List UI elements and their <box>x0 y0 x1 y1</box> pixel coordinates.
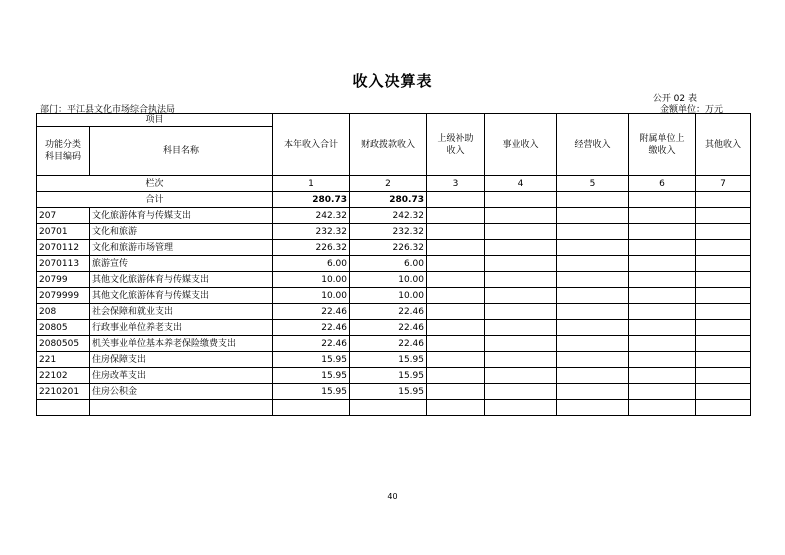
row-name: 旅游宣传 <box>90 256 273 272</box>
row-total: 232.32 <box>273 224 350 240</box>
row-name: 其他文化旅游体育与传媒支出 <box>90 272 273 288</box>
empty-cell <box>696 224 751 240</box>
row-total: 10.00 <box>273 288 350 304</box>
superior-subsidy-line2: 收入 <box>446 145 465 156</box>
empty-cell <box>696 256 751 272</box>
empty-cell <box>696 400 751 416</box>
empty-cell <box>629 320 696 336</box>
empty-cell <box>557 320 629 336</box>
empty-cell <box>427 256 485 272</box>
empty-cell <box>629 224 696 240</box>
empty-cell <box>485 368 557 384</box>
row-name: 其他文化旅游体育与传媒支出 <box>90 288 273 304</box>
row-name: 住房保障支出 <box>90 352 273 368</box>
row-total: 15.95 <box>273 368 350 384</box>
func-code-line1: 功能分类 <box>44 140 81 150</box>
table-row <box>37 304 751 320</box>
item-header: 项目 <box>37 114 273 127</box>
empty-cell <box>557 384 629 400</box>
empty-cell <box>427 336 485 352</box>
row-total: 22.46 <box>273 320 350 336</box>
subject-name-header: 科目名称 <box>90 127 273 176</box>
business-income-header: 事业收入 <box>485 114 557 176</box>
empty-cell <box>485 240 557 256</box>
func-code-header <box>37 127 90 176</box>
row-fiscal: 6.00 <box>350 256 427 272</box>
empty-cell <box>427 400 485 416</box>
unit-label: 金额单位：万元 <box>659 105 723 115</box>
table-number: 公开 02 表 <box>652 94 697 104</box>
empty-cell <box>427 288 485 304</box>
empty-cell <box>485 208 557 224</box>
empty-cell <box>696 288 751 304</box>
row-fiscal: 242.32 <box>350 208 427 224</box>
total-row-total: 280.73 <box>273 192 350 208</box>
empty-cell <box>629 336 696 352</box>
empty-cell <box>485 352 557 368</box>
row-name <box>90 400 273 416</box>
empty-cell <box>629 272 696 288</box>
empty-cell <box>557 240 629 256</box>
row-code: 2079999 <box>37 288 90 304</box>
row-fiscal: 10.00 <box>350 272 427 288</box>
empty-cell <box>485 400 557 416</box>
row-name: 住房改革支出 <box>90 368 273 384</box>
func-code-line2: 科目编码 <box>44 152 81 162</box>
table-row <box>37 224 751 240</box>
row-fiscal: 22.46 <box>350 304 427 320</box>
empty-cell <box>629 192 696 208</box>
row-name: 机关事业单位基本养老保险缴费支出 <box>90 336 273 352</box>
empty-cell <box>629 368 696 384</box>
empty-cell <box>427 320 485 336</box>
column-number: 3 <box>427 176 485 192</box>
table-row <box>37 400 751 416</box>
empty-cell <box>557 208 629 224</box>
empty-cell <box>557 368 629 384</box>
row-total <box>273 400 350 416</box>
empty-cell <box>485 384 557 400</box>
empty-cell <box>427 224 485 240</box>
table-row <box>37 288 751 304</box>
page-title: 收入决算表 <box>352 72 433 90</box>
empty-cell <box>427 192 485 208</box>
row-total: 226.32 <box>273 240 350 256</box>
operating-income-header: 经营收入 <box>557 114 629 176</box>
empty-cell <box>696 368 751 384</box>
empty-cell <box>557 256 629 272</box>
row-code: 208 <box>37 304 90 320</box>
empty-cell <box>696 240 751 256</box>
row-total: 15.95 <box>273 352 350 368</box>
empty-cell <box>696 272 751 288</box>
row-name: 行政事业单位养老支出 <box>90 320 273 336</box>
row-code: 221 <box>37 352 90 368</box>
row-fiscal: 22.46 <box>350 336 427 352</box>
empty-cell <box>427 240 485 256</box>
row-code: 2070113 <box>37 256 90 272</box>
empty-cell <box>696 304 751 320</box>
department-label: 部门：平江县文化市场综合执法局 <box>40 105 176 115</box>
column-index-label: 栏次 <box>37 176 273 192</box>
empty-cell <box>557 272 629 288</box>
table-row <box>37 208 751 224</box>
empty-cell <box>557 288 629 304</box>
total-row-fiscal: 280.73 <box>350 192 427 208</box>
empty-cell <box>696 208 751 224</box>
superior-subsidy-header <box>427 114 485 176</box>
empty-cell <box>427 384 485 400</box>
row-name: 文化和旅游 <box>90 224 273 240</box>
table-row <box>37 256 751 272</box>
empty-cell <box>427 368 485 384</box>
row-code: 20805 <box>37 320 90 336</box>
affiliated-income-line2: 缴收入 <box>648 145 676 156</box>
income-table <box>36 113 751 416</box>
row-fiscal: 15.95 <box>350 352 427 368</box>
empty-cell <box>557 224 629 240</box>
column-number: 1 <box>273 176 350 192</box>
table-row <box>37 368 751 384</box>
column-number: 6 <box>629 176 696 192</box>
empty-cell <box>629 240 696 256</box>
row-fiscal <box>350 400 427 416</box>
empty-cell <box>696 192 751 208</box>
empty-cell <box>696 384 751 400</box>
row-fiscal: 22.46 <box>350 320 427 336</box>
empty-cell <box>557 192 629 208</box>
table-row <box>37 240 751 256</box>
empty-cell <box>485 320 557 336</box>
empty-cell <box>629 208 696 224</box>
row-fiscal: 226.32 <box>350 240 427 256</box>
empty-cell <box>629 384 696 400</box>
total-row-label: 合计 <box>37 192 273 208</box>
row-total: 22.46 <box>273 304 350 320</box>
other-income-header: 其他收入 <box>696 114 751 176</box>
table-row <box>37 384 751 400</box>
empty-cell <box>427 272 485 288</box>
empty-cell <box>696 320 751 336</box>
empty-cell <box>629 352 696 368</box>
row-total: 15.95 <box>273 384 350 400</box>
empty-cell <box>557 352 629 368</box>
empty-cell <box>629 288 696 304</box>
affiliated-income-line1: 附属单位上 <box>639 133 685 144</box>
column-number: 4 <box>485 176 557 192</box>
total-income-header: 本年收入合计 <box>273 114 350 176</box>
empty-cell <box>485 304 557 320</box>
empty-cell <box>696 352 751 368</box>
row-fiscal: 15.95 <box>350 368 427 384</box>
empty-cell <box>485 224 557 240</box>
empty-cell <box>629 400 696 416</box>
row-code: 207 <box>37 208 90 224</box>
table-row <box>37 320 751 336</box>
row-fiscal: 15.95 <box>350 384 427 400</box>
fiscal-income-header: 财政拨款收入 <box>350 114 427 176</box>
row-code: 22102 <box>37 368 90 384</box>
empty-cell <box>696 336 751 352</box>
empty-cell <box>485 336 557 352</box>
empty-cell <box>427 208 485 224</box>
row-code: 2080505 <box>37 336 90 352</box>
row-code: 20701 <box>37 224 90 240</box>
empty-cell <box>557 400 629 416</box>
row-code <box>37 400 90 416</box>
row-name: 文化旅游体育与传媒支出 <box>90 208 273 224</box>
row-name: 住房公积金 <box>90 384 273 400</box>
empty-cell <box>557 336 629 352</box>
empty-cell <box>629 304 696 320</box>
row-code: 2210201 <box>37 384 90 400</box>
empty-cell <box>629 256 696 272</box>
row-fiscal: 10.00 <box>350 288 427 304</box>
row-code: 2070112 <box>37 240 90 256</box>
empty-cell <box>427 304 485 320</box>
empty-cell <box>557 304 629 320</box>
row-name: 社会保障和就业支出 <box>90 304 273 320</box>
column-number: 7 <box>696 176 751 192</box>
affiliated-income-header <box>629 114 696 176</box>
table-row <box>37 272 751 288</box>
empty-cell <box>485 272 557 288</box>
table-row <box>37 336 751 352</box>
empty-cell <box>485 192 557 208</box>
page-number: 40 <box>387 492 398 501</box>
empty-cell <box>427 352 485 368</box>
column-number: 2 <box>350 176 427 192</box>
row-name: 文化和旅游市场管理 <box>90 240 273 256</box>
row-total: 22.46 <box>273 336 350 352</box>
superior-subsidy-line1: 上级补助 <box>437 133 474 144</box>
empty-cell <box>485 288 557 304</box>
row-total: 242.32 <box>273 208 350 224</box>
row-total: 6.00 <box>273 256 350 272</box>
row-fiscal: 232.32 <box>350 224 427 240</box>
column-number: 5 <box>557 176 629 192</box>
row-code: 20799 <box>37 272 90 288</box>
empty-cell <box>485 256 557 272</box>
table-row <box>37 352 751 368</box>
row-total: 10.00 <box>273 272 350 288</box>
